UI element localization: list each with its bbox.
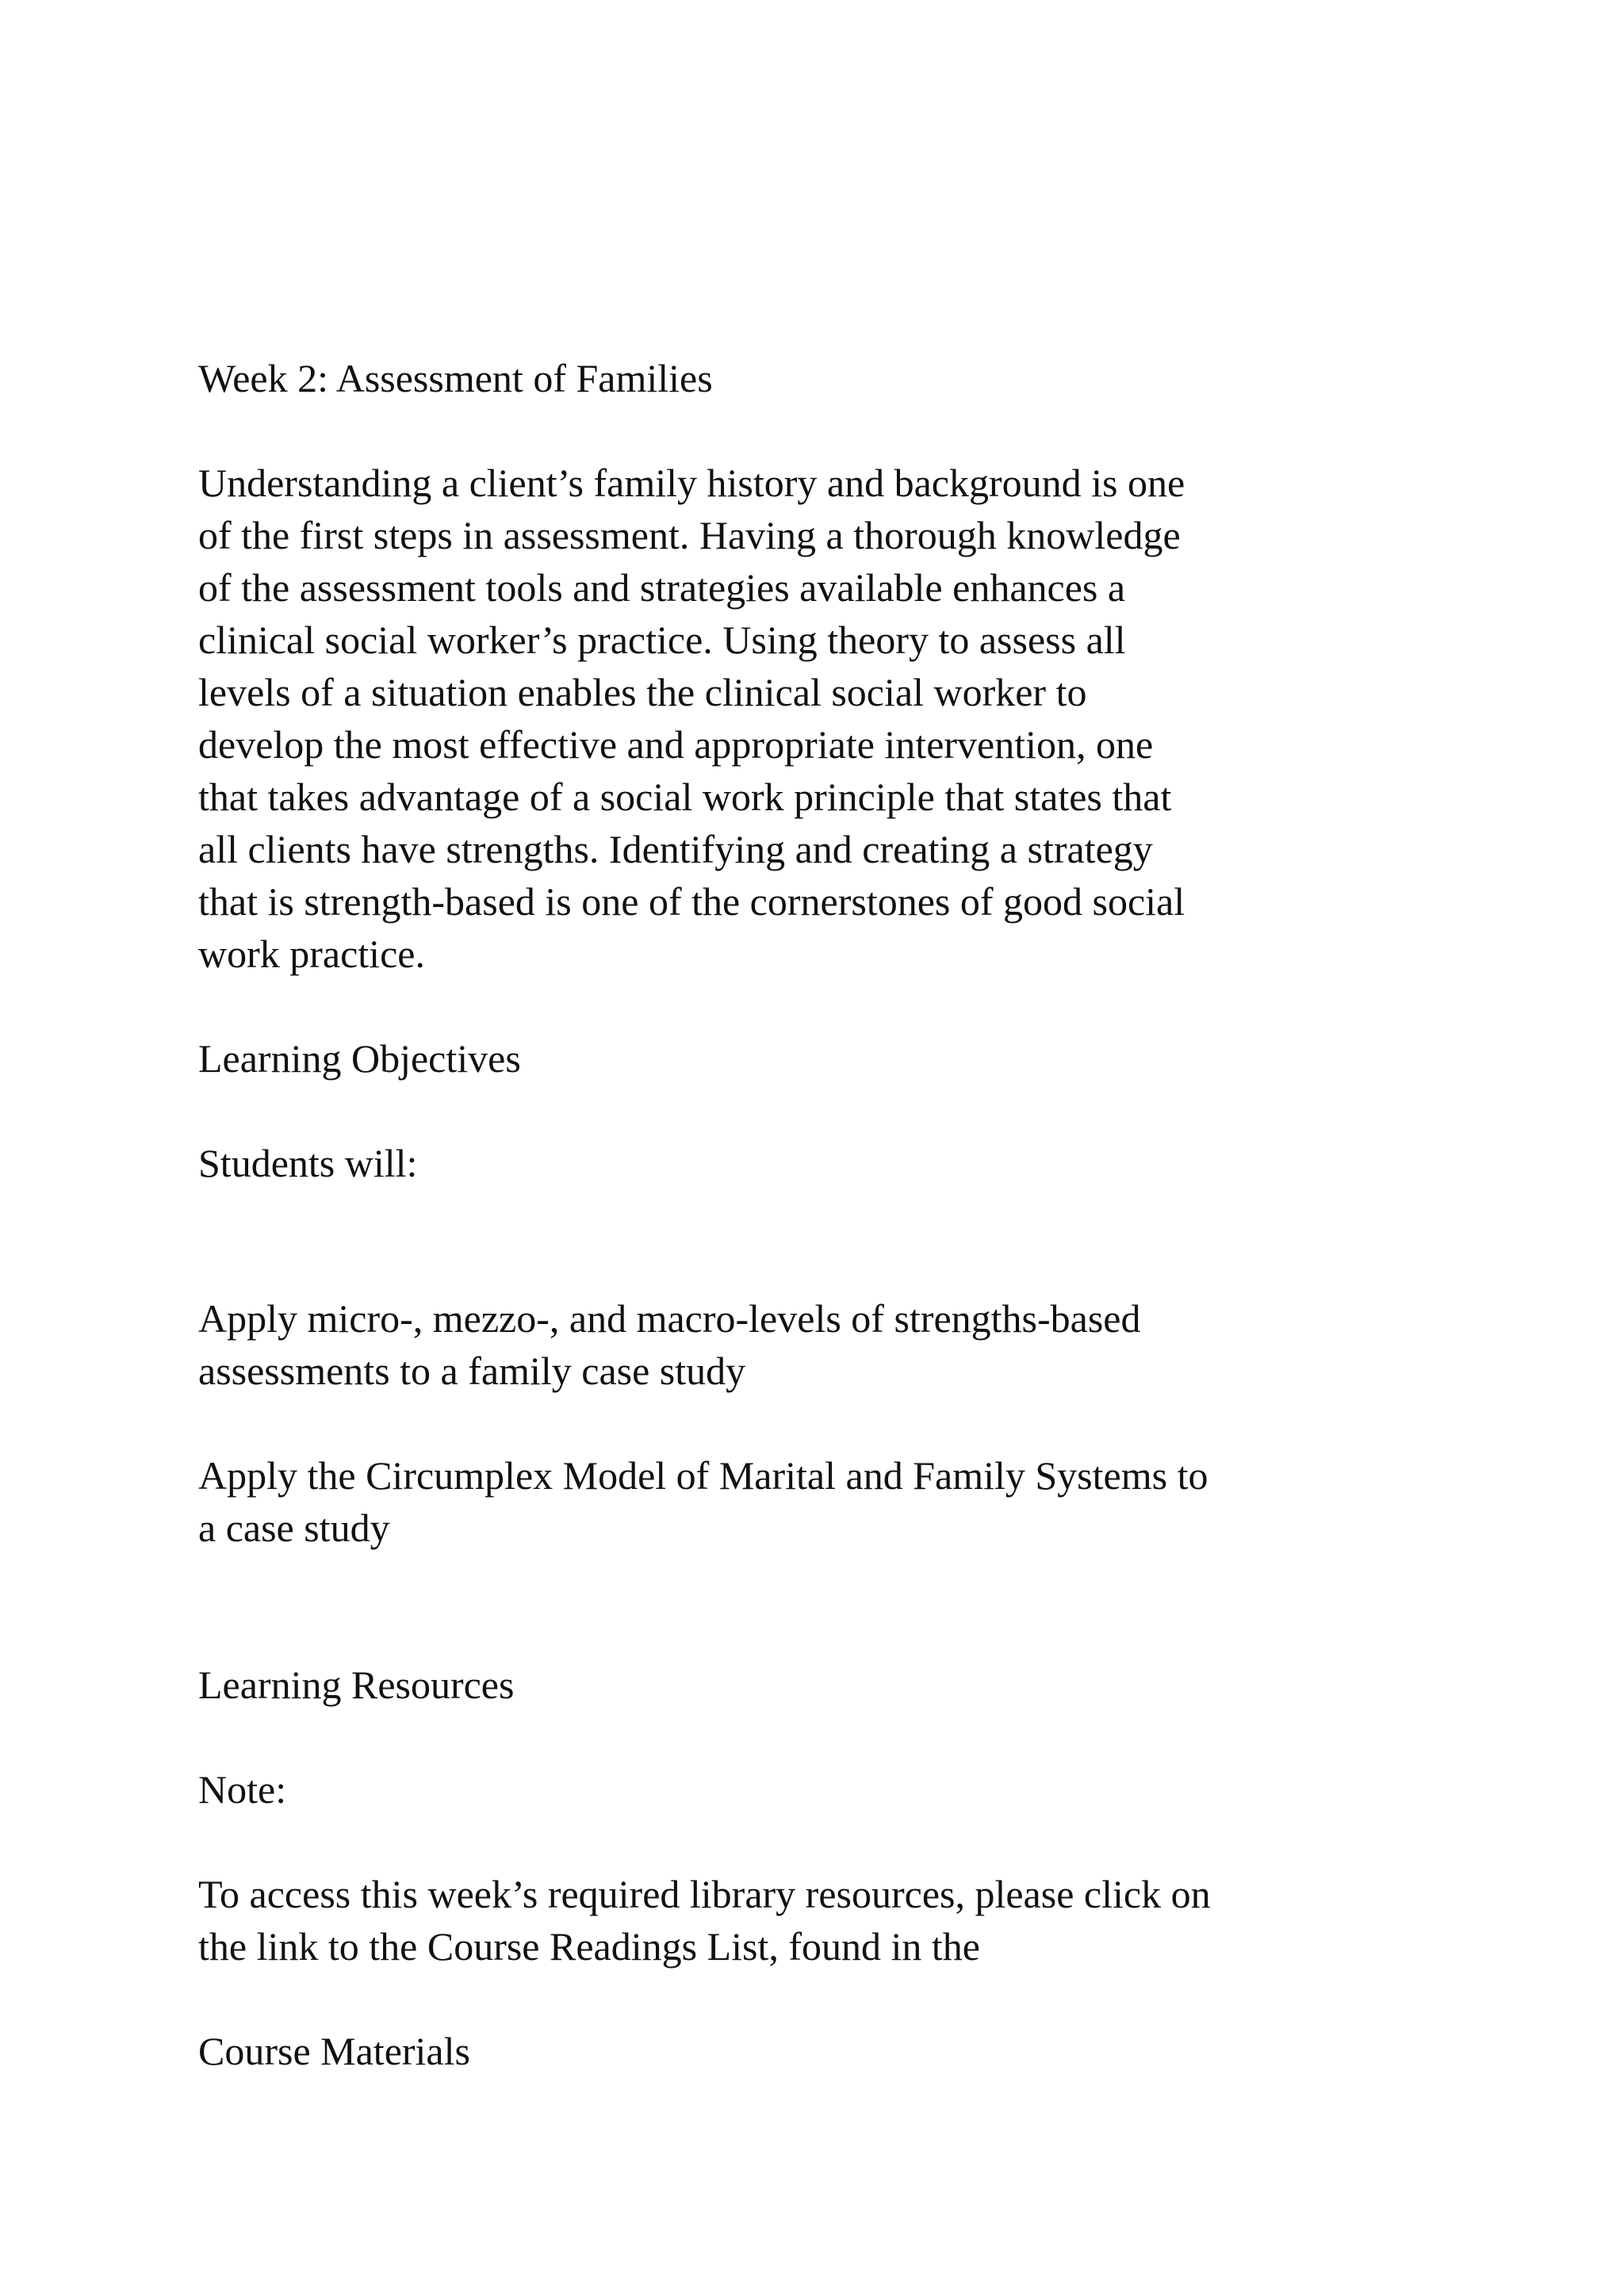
intro-line: develop the most effective and appropriate intervention, one — [198, 722, 1154, 767]
intro-paragraph — [198, 457, 1499, 980]
intro-line: Understanding a client’s family history and background is one — [198, 461, 1185, 505]
learning-resources-heading-text: Learning Resources — [198, 1663, 515, 1707]
intro-line: clinical social worker’s practice. Using theory to assess all — [198, 618, 1126, 662]
intro-line: that is strength-based is one of the cornerstones of good social — [198, 879, 1185, 924]
students-will-label — [198, 1137, 1499, 1189]
intro-line: work practice. — [198, 932, 425, 976]
objective-line: Apply the Circumplex Model of Marital and Family Systems to — [198, 1453, 1208, 1498]
access-line: the link to the Course Readings List, found in the — [198, 1924, 980, 1969]
access-line: To access this week’s required library resources, please click on — [198, 1872, 1211, 1916]
intro-line: all clients have strengths. Identifying and creating a strategy — [198, 827, 1153, 871]
objective-item-1 — [198, 1292, 1499, 1397]
objective-line: assessments to a family case study — [198, 1349, 746, 1393]
objective-line: Apply micro-, mezzo-, and macro-levels of strengths-based — [198, 1296, 1141, 1341]
learning-objectives-heading-text: Learning Objectives — [198, 1036, 521, 1081]
intro-line: that takes advantage of a social work principle that states that — [198, 775, 1172, 819]
page-title — [198, 352, 1499, 404]
objective-item-2 — [198, 1449, 1499, 1554]
intro-line: of the assessment tools and strategies available enhances a — [198, 565, 1126, 610]
learning-resources-heading — [198, 1659, 1499, 1711]
objective-line: a case study — [198, 1506, 390, 1550]
learning-objectives-heading — [198, 1032, 1499, 1085]
intro-line: of the first steps in assessment. Having a thorough knowledge — [198, 513, 1181, 557]
note-label — [198, 1763, 1499, 1816]
course-materials-label — [198, 2025, 1499, 2077]
course-materials-text: Course Materials — [198, 2029, 470, 2073]
title-text: Week 2: Assessment of Families — [198, 356, 713, 400]
students-will-text: Students will: — [198, 1141, 418, 1185]
access-instructions — [198, 1868, 1499, 1973]
note-label-text: Note: — [198, 1767, 287, 1812]
intro-line: levels of a situation enables the clinical social worker to — [198, 670, 1087, 714]
